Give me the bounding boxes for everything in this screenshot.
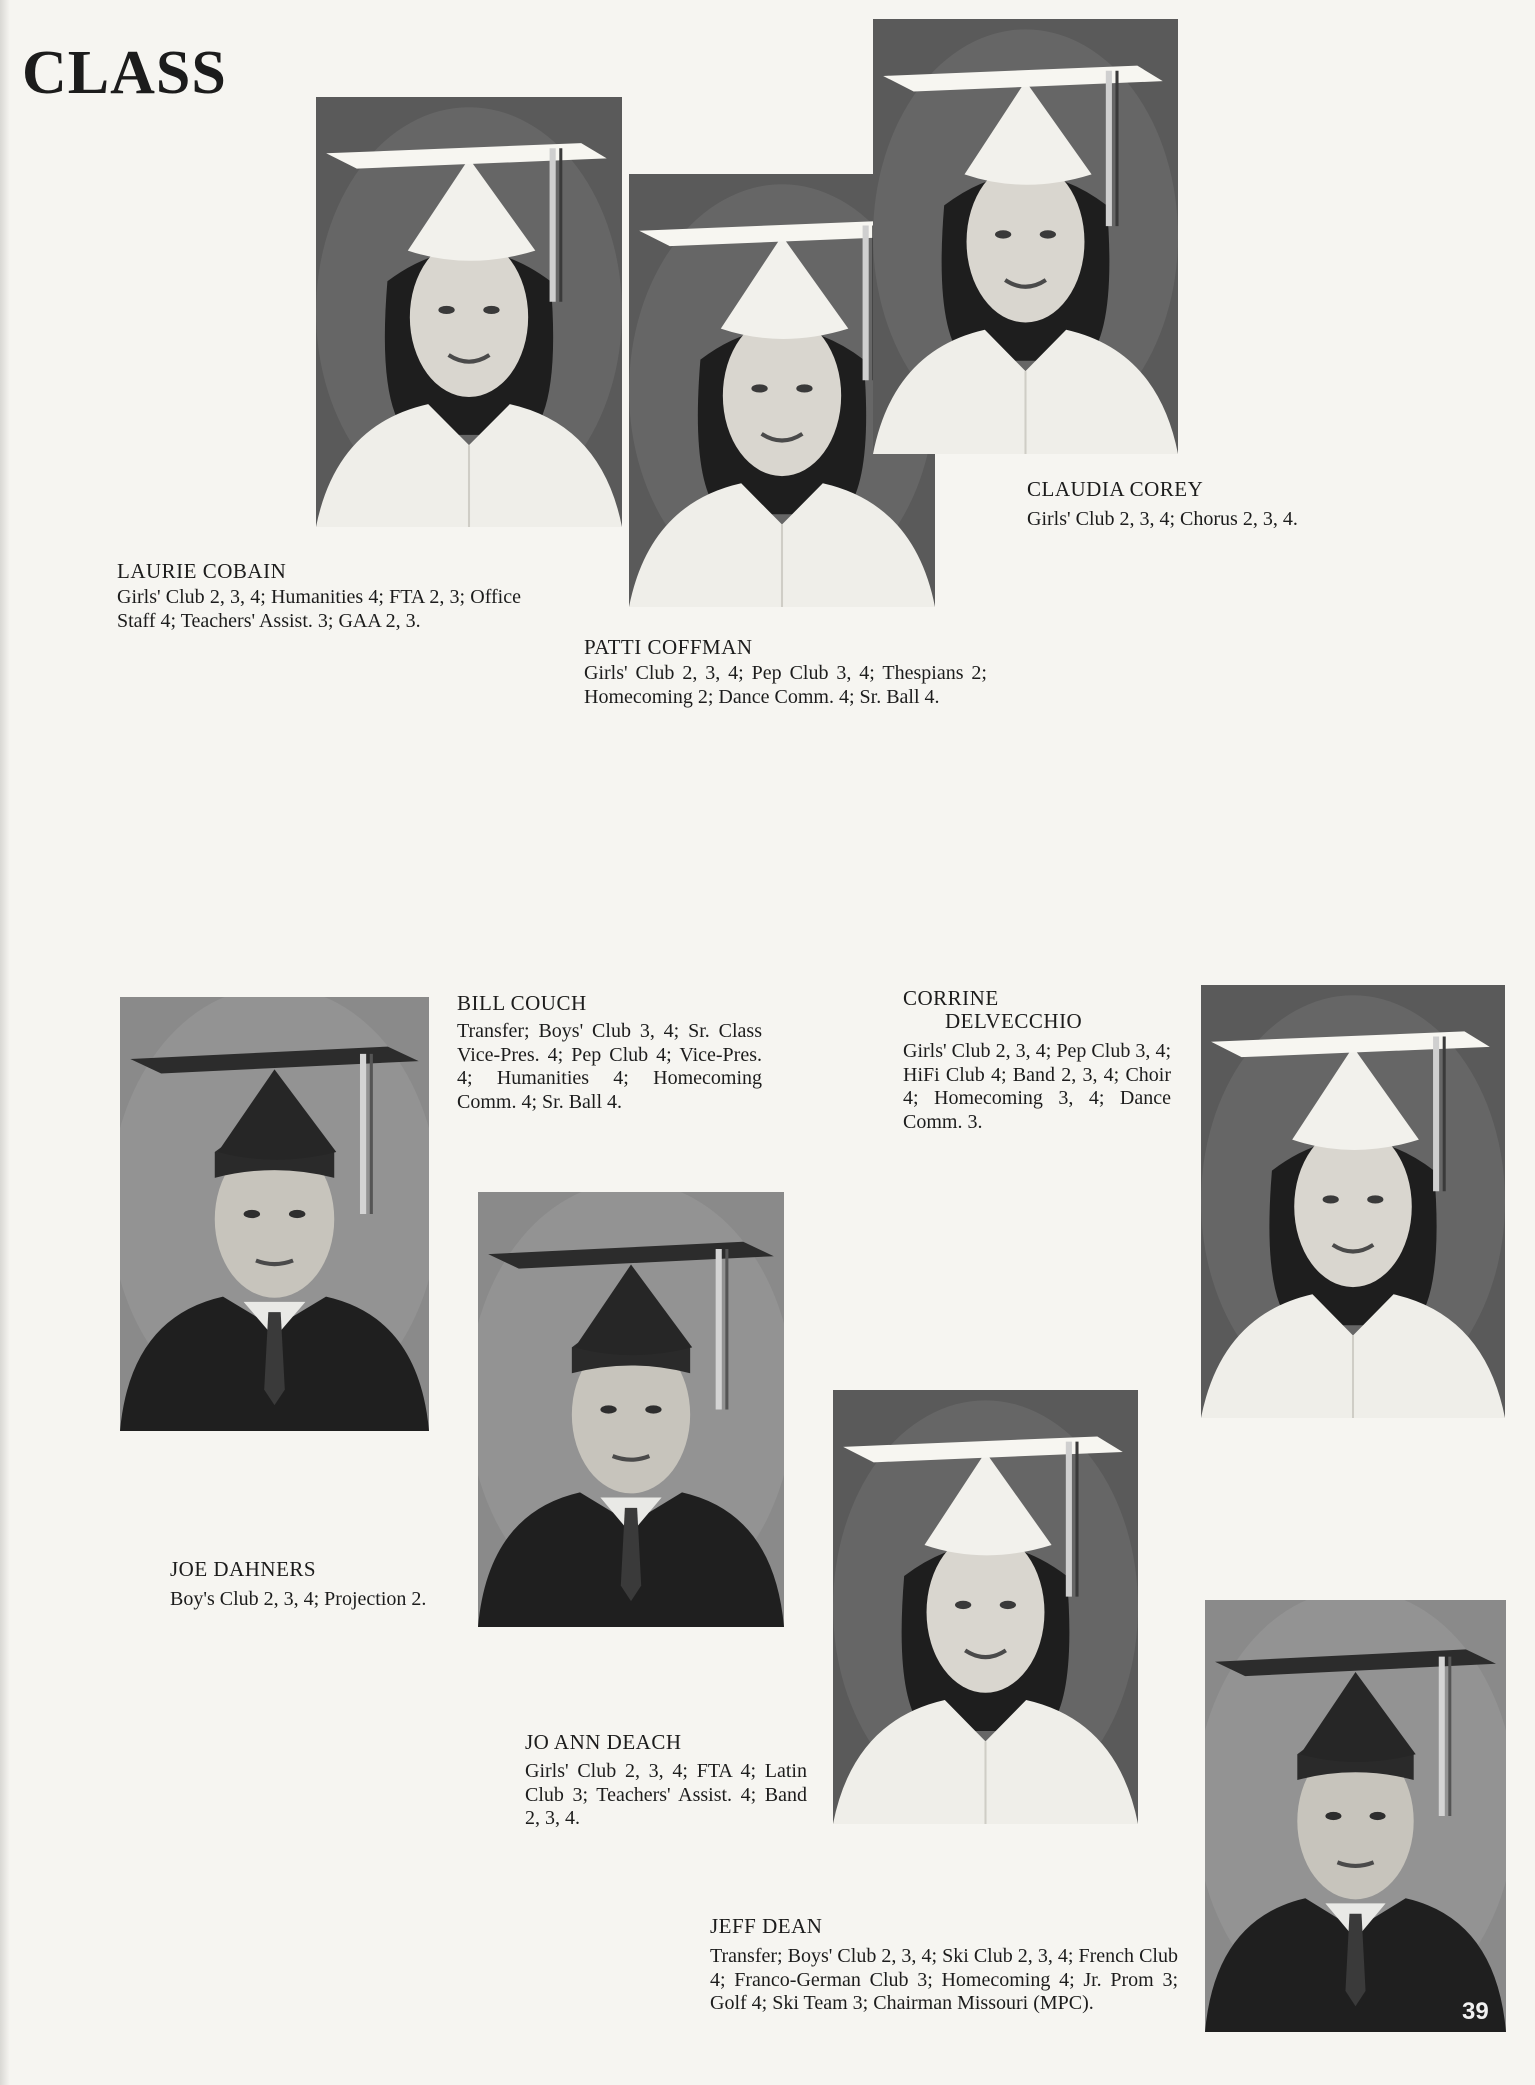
portrait-photo-claudia-corey — [873, 19, 1178, 454]
senior-bio: Transfer; Boys' Club 2, 3, 4; Ski Club 2, 3, 4; French Club 4; Franco-German Club 3; Homecoming 4; Jr. Prom 3; Golf 4; Ski Team 3; Chairman Missouri (MPC). — [710, 1945, 1178, 2014]
senior-name-line1: CORRINE — [903, 986, 999, 1010]
senior-bio: Girls' Club 2, 3, 4; Humanities 4; FTA 2, 3; Office Staff 4; Teachers' Assist. 3; GAA 2, 3. — [117, 586, 521, 632]
senior-name-line2: DELVECCHIO — [945, 1009, 1083, 1033]
portrait-photo-bill-couch — [120, 997, 429, 1431]
portrait-photo-jeff-dean — [1205, 1600, 1506, 2032]
portrait-photo-joe-dahners — [478, 1192, 784, 1627]
senior-bio: Boy's Club 2, 3, 4; Projection 2. — [170, 1588, 427, 1610]
portrait-photo-jo-ann-deach — [833, 1390, 1138, 1824]
senior-name: JEFF DEAN — [710, 1914, 823, 1938]
senior-bio: Girls' Club 2, 3, 4; Chorus 2, 3, 4. — [1027, 508, 1298, 530]
page-number: 39 — [1462, 1998, 1489, 2025]
senior-name: JO ANN DEACH — [525, 1730, 682, 1754]
senior-name: CLAUDIA COREY — [1027, 477, 1204, 501]
senior-bio: Girls' Club 2, 3, 4; FTA 4; Latin Club 3; Teachers' Assist. 4; Band 2, 3, 4. — [525, 1760, 807, 1829]
page-binding-edge — [0, 0, 10, 2085]
senior-name: BILL COUCH — [457, 991, 587, 1015]
senior-bio: Girls' Club 2, 3, 4; Pep Club 3, 4; Thespians 2; Homecoming 2; Dance Comm. 4; Sr. Ball 4. — [584, 662, 987, 708]
portrait-photo-laurie-cobain — [316, 97, 622, 527]
senior-name: LAURIE COBAIN — [117, 559, 287, 583]
senior-name: PATTI COFFMAN — [584, 635, 753, 659]
portrait-photo-corrine-delvecchio — [1201, 985, 1505, 1418]
senior-bio: Girls' Club 2, 3, 4; Pep Club 3, 4; HiFi Club 4; Band 2, 3, 4; Choir 4; Homecoming 3, 4; Dance Comm. 3. — [903, 1040, 1171, 1133]
senior-name: JOE DAHNERS — [170, 1557, 317, 1581]
senior-bio: Transfer; Boys' Club 3, 4; Sr. Class Vice-Pres. 4; Pep Club 4; Vice-Pres. 4; Humanities 4; Homecoming Comm. 4; Sr. Ball 4. — [457, 1020, 762, 1113]
page-heading: CLASS — [22, 39, 227, 107]
